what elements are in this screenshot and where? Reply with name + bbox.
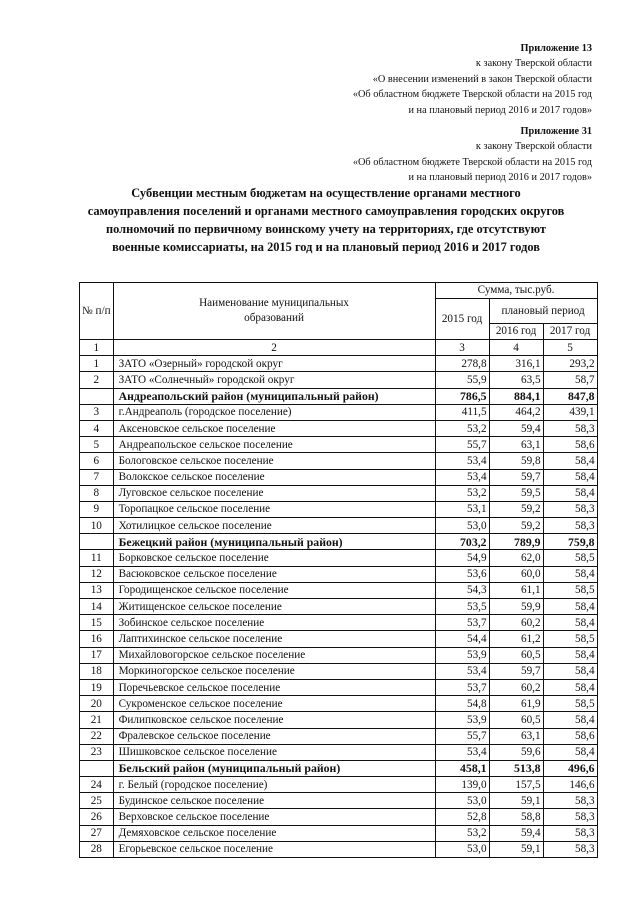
row-number: 17 — [80, 647, 114, 663]
value-2017: 439,1 — [543, 404, 597, 420]
row-number: 23 — [80, 744, 114, 760]
value-2016: 59,1 — [489, 793, 543, 809]
row-number: 27 — [80, 825, 114, 841]
value-2015: 53,9 — [435, 647, 489, 663]
municipality-name: Моркиногорское сельское поселение — [113, 663, 435, 679]
table-row — [80, 404, 598, 420]
table-row — [80, 420, 598, 436]
value-2016: 59,9 — [489, 599, 543, 615]
value-2017: 58,6 — [543, 728, 597, 744]
value-2016: 61,9 — [489, 696, 543, 712]
value-2017: 58,4 — [543, 712, 597, 728]
value-2016: 62,0 — [489, 550, 543, 566]
value-2017: 847,8 — [543, 388, 597, 404]
value-2015: 52,8 — [435, 809, 489, 825]
row-number: 13 — [80, 582, 114, 598]
value-2017: 58,4 — [543, 744, 597, 760]
title-line: военные комиссариаты, на 2015 год и на плановый период 2016 и 2017 годов — [112, 240, 540, 254]
value-2015: 53,7 — [435, 679, 489, 695]
table-row — [80, 647, 598, 663]
value-2016: 63,5 — [489, 372, 543, 388]
district-row — [80, 534, 598, 550]
value-2016: 61,1 — [489, 582, 543, 598]
row-number: 28 — [80, 841, 114, 857]
value-2016: 59,4 — [489, 825, 543, 841]
table-row — [80, 437, 598, 453]
col-number: 1 — [80, 340, 114, 356]
table-row — [80, 550, 598, 566]
col-number: 4 — [489, 340, 543, 356]
table-row — [80, 679, 598, 695]
municipality-name: Демяховское сельское поселение — [113, 825, 435, 841]
col-number: 5 — [543, 340, 597, 356]
value-2017: 58,5 — [543, 550, 597, 566]
appendix-header — [353, 41, 592, 186]
value-2015: 54,9 — [435, 550, 489, 566]
value-2016: 59,2 — [489, 518, 543, 534]
row-number: 1 — [80, 356, 114, 372]
value-2015: 53,2 — [435, 485, 489, 501]
value-2017: 58,7 — [543, 372, 597, 388]
row-number: 14 — [80, 599, 114, 615]
row-number: 6 — [80, 453, 114, 469]
municipality-name: Филипковское сельское поселение — [113, 712, 435, 728]
municipality-name: г.Андреаполь (городское поселение) — [113, 404, 435, 420]
table-row — [80, 712, 598, 728]
table-header — [80, 283, 598, 356]
value-2015: 53,0 — [435, 518, 489, 534]
value-2015: 53,7 — [435, 615, 489, 631]
table-row — [80, 566, 598, 582]
value-2015: 54,3 — [435, 582, 489, 598]
value-2015: 703,2 — [435, 534, 489, 550]
value-2017: 496,6 — [543, 760, 597, 776]
value-2015: 53,2 — [435, 825, 489, 841]
value-2017: 58,4 — [543, 615, 597, 631]
value-2017: 58,3 — [543, 420, 597, 436]
row-number: 9 — [80, 501, 114, 517]
row-number: 16 — [80, 631, 114, 647]
row-number — [80, 534, 114, 550]
value-2015: 55,7 — [435, 437, 489, 453]
table-row — [80, 469, 598, 485]
value-2016: 884,1 — [489, 388, 543, 404]
title-line: самоуправления поселений и органами местного самоуправления городских округов — [87, 204, 565, 218]
subsidy-table — [79, 282, 598, 858]
value-2015: 54,8 — [435, 696, 489, 712]
value-2017: 58,3 — [543, 518, 597, 534]
value-2017: 146,6 — [543, 777, 597, 793]
value-2016: 59,4 — [489, 420, 543, 436]
municipality-name: Волокское сельское поселение — [113, 469, 435, 485]
value-2016: 59,1 — [489, 841, 543, 857]
table-row — [80, 663, 598, 679]
table-row — [80, 453, 598, 469]
value-2017: 58,4 — [543, 679, 597, 695]
value-2015: 278,8 — [435, 356, 489, 372]
value-2015: 55,7 — [435, 728, 489, 744]
municipality-name: Аксеновское сельское поселение — [113, 420, 435, 436]
row-number: 3 — [80, 404, 114, 420]
appendix-13-line: к закону Тверской области — [475, 58, 592, 70]
value-2015: 53,1 — [435, 501, 489, 517]
row-number: 25 — [80, 793, 114, 809]
value-2017: 58,6 — [543, 437, 597, 453]
municipality-name: Борковское сельское поселение — [113, 550, 435, 566]
district-row — [80, 760, 598, 776]
value-2016: 63,1 — [489, 437, 543, 453]
value-2016: 60,2 — [489, 615, 543, 631]
table-row — [80, 518, 598, 534]
row-number: 7 — [80, 469, 114, 485]
value-2017: 58,3 — [543, 809, 597, 825]
value-2016: 59,7 — [489, 469, 543, 485]
value-2015: 458,1 — [435, 760, 489, 776]
title-line: полномочий по первичному воинскому учету на территориях, где отсутствуют — [105, 222, 547, 236]
appendix-31-line: «Об областном бюджете Тверской области на 2015 год — [352, 156, 592, 168]
value-2017: 58,5 — [543, 631, 597, 647]
col-number: 3 — [435, 340, 489, 356]
table-row — [80, 777, 598, 793]
header-2017: 2017 год — [543, 323, 597, 339]
municipality-name: Фралевское сельское поселение — [113, 728, 435, 744]
table-row — [80, 372, 598, 388]
municipality-name: Васюковское сельское поселение — [113, 566, 435, 582]
appendix-31-line: и на плановый период 2016 и 2017 годов» — [408, 172, 592, 184]
value-2015: 54,4 — [435, 631, 489, 647]
value-2015: 53,0 — [435, 841, 489, 857]
table-row — [80, 825, 598, 841]
value-2015: 53,4 — [435, 453, 489, 469]
row-number: 21 — [80, 712, 114, 728]
municipality-name: Поречьевское сельское поселение — [113, 679, 435, 695]
value-2016: 59,8 — [489, 453, 543, 469]
row-number — [80, 388, 114, 404]
municipality-name: Андреапольский район (муниципальный район) — [113, 388, 435, 404]
value-2015: 53,4 — [435, 744, 489, 760]
row-number: 5 — [80, 437, 114, 453]
row-number: 24 — [80, 777, 114, 793]
municipality-name: Верховское сельское поселение — [113, 809, 435, 825]
value-2016: 513,8 — [489, 760, 543, 776]
value-2015: 53,0 — [435, 793, 489, 809]
value-2017: 58,4 — [543, 485, 597, 501]
table-row — [80, 599, 598, 615]
table-row — [80, 615, 598, 631]
value-2017: 58,4 — [543, 566, 597, 582]
table-row — [80, 696, 598, 712]
table-row — [80, 809, 598, 825]
table-row — [80, 841, 598, 857]
table-row — [80, 728, 598, 744]
value-2016: 789,9 — [489, 534, 543, 550]
header-2015: 2015 год — [435, 299, 489, 340]
value-2017: 58,3 — [543, 501, 597, 517]
value-2015: 411,5 — [435, 404, 489, 420]
value-2017: 58,5 — [543, 696, 597, 712]
row-number: 26 — [80, 809, 114, 825]
appendix-31-line: к закону Тверской области — [475, 141, 592, 153]
municipality-name: г. Белый (городское поселение) — [113, 777, 435, 793]
value-2015: 53,2 — [435, 420, 489, 436]
row-number: 4 — [80, 420, 114, 436]
municipality-name: Торопацкое сельское поселение — [113, 501, 435, 517]
row-number: 11 — [80, 550, 114, 566]
header-num: № п/п — [80, 283, 114, 340]
appendix-13-line: «Об областном бюджете Тверской области на 2015 год — [352, 89, 592, 101]
value-2016: 157,5 — [489, 777, 543, 793]
value-2017: 58,3 — [543, 793, 597, 809]
row-number: 19 — [80, 679, 114, 695]
header-plan-period: плановый период — [489, 299, 597, 324]
row-number: 8 — [80, 485, 114, 501]
value-2016: 59,2 — [489, 501, 543, 517]
municipality-name: Зобинское сельское поселение — [113, 615, 435, 631]
municipality-name: Бельский район (муниципальный район) — [113, 760, 435, 776]
value-2016: 464,2 — [489, 404, 543, 420]
municipality-name: Хотилицкое сельское поселение — [113, 518, 435, 534]
value-2016: 59,5 — [489, 485, 543, 501]
document-title — [60, 184, 592, 256]
municipality-name: ЗАТО «Солнечный» городской округ — [113, 372, 435, 388]
value-2015: 139,0 — [435, 777, 489, 793]
value-2017: 58,4 — [543, 469, 597, 485]
value-2017: 58,4 — [543, 453, 597, 469]
appendix-31-block — [353, 124, 592, 186]
header-2016: 2016 год — [489, 323, 543, 339]
municipality-name: Шишковское сельское поселение — [113, 744, 435, 760]
table-row — [80, 356, 598, 372]
municipality-name: Бологовское сельское поселение — [113, 453, 435, 469]
municipality-name: Егорьевское сельское поселение — [113, 841, 435, 857]
value-2016: 316,1 — [489, 356, 543, 372]
title-line: Субвенции местным бюджетам на осуществление органами местного — [131, 186, 521, 200]
value-2016: 59,6 — [489, 744, 543, 760]
appendix-13-line: и на плановый период 2016 и 2017 годов» — [408, 104, 592, 116]
value-2017: 58,3 — [543, 841, 597, 857]
value-2016: 60,2 — [489, 679, 543, 695]
value-2016: 58,8 — [489, 809, 543, 825]
header-sum: Сумма, тыс.руб. — [435, 283, 597, 299]
table-row — [80, 631, 598, 647]
table-row — [80, 744, 598, 760]
value-2015: 53,6 — [435, 566, 489, 582]
value-2015: 55,9 — [435, 372, 489, 388]
table-row — [80, 582, 598, 598]
value-2017: 293,2 — [543, 356, 597, 372]
value-2015: 53,5 — [435, 599, 489, 615]
col-number: 2 — [113, 340, 435, 356]
district-row — [80, 388, 598, 404]
row-number: 2 — [80, 372, 114, 388]
municipality-name: Лаптихинское сельское поселение — [113, 631, 435, 647]
municipality-name: Михайловогорское сельское поселение — [113, 647, 435, 663]
value-2017: 58,3 — [543, 825, 597, 841]
value-2017: 58,4 — [543, 663, 597, 679]
value-2015: 53,9 — [435, 712, 489, 728]
table-body — [80, 356, 598, 858]
value-2017: 58,4 — [543, 599, 597, 615]
row-number: 20 — [80, 696, 114, 712]
municipality-name: Луговское сельское поселение — [113, 485, 435, 501]
value-2016: 60,0 — [489, 566, 543, 582]
row-number: 22 — [80, 728, 114, 744]
value-2016: 63,1 — [489, 728, 543, 744]
municipality-name: Городищенское сельское поселение — [113, 582, 435, 598]
value-2016: 60,5 — [489, 647, 543, 663]
value-2017: 759,8 — [543, 534, 597, 550]
value-2015: 53,4 — [435, 663, 489, 679]
row-number: 12 — [80, 566, 114, 582]
row-number: 15 — [80, 615, 114, 631]
municipality-name: Сукроменское сельское поселение — [113, 696, 435, 712]
header-name: Наименование муниципальных образований — [113, 283, 435, 340]
municipality-name: Андреапольское сельское поселение — [113, 437, 435, 453]
municipality-name: ЗАТО «Озерный» городской округ — [113, 356, 435, 372]
appendix-31-title: Приложение 31 — [520, 126, 592, 138]
value-2016: 59,7 — [489, 663, 543, 679]
municipality-name: Бежецкий район (муниципальный район) — [113, 534, 435, 550]
value-2016: 61,2 — [489, 631, 543, 647]
table-row — [80, 501, 598, 517]
table-row — [80, 793, 598, 809]
municipality-name: Житищенское сельское поселение — [113, 599, 435, 615]
value-2016: 60,5 — [489, 712, 543, 728]
appendix-13-block — [353, 41, 592, 118]
value-2017: 58,4 — [543, 647, 597, 663]
value-2015: 53,4 — [435, 469, 489, 485]
municipality-name: Будинское сельское поселение — [113, 793, 435, 809]
row-number: 10 — [80, 518, 114, 534]
row-number — [80, 760, 114, 776]
value-2015: 786,5 — [435, 388, 489, 404]
table-row — [80, 485, 598, 501]
value-2017: 58,5 — [543, 582, 597, 598]
row-number: 18 — [80, 663, 114, 679]
appendix-13-title: Приложение 13 — [520, 43, 592, 54]
appendix-13-line: «О внесении изменений в закон Тверской области — [372, 73, 592, 85]
